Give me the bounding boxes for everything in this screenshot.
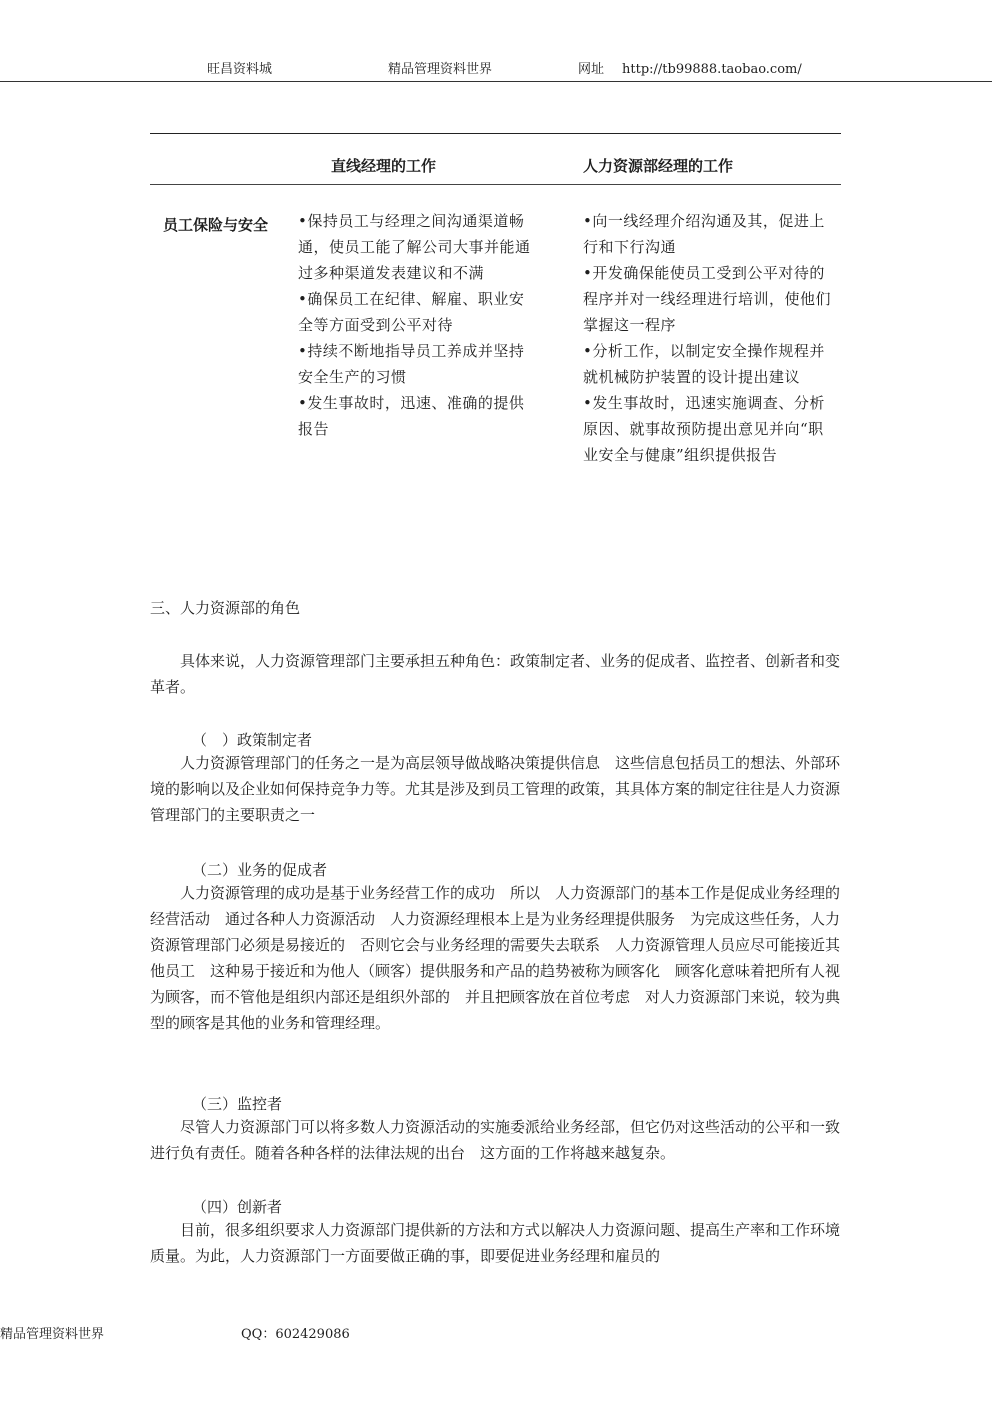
header-url-label: 网址 xyxy=(578,62,605,77)
list-item: •保持员工与经理之间沟通渠道畅通，使员工能了解公司大事并能通过多种渠道发表建议和不满 xyxy=(298,212,531,282)
list-item: •分析工作，以制定安全操作规程并就机械防护装置的设计提出建议 xyxy=(583,342,825,386)
table-header-hr-manager: 人力资源部经理的工作 xyxy=(583,157,734,175)
footer-brand: 精品管理资料世界 xyxy=(0,1327,105,1342)
header-site-name: 旺昌资料城 xyxy=(207,62,273,77)
section-intro xyxy=(150,648,844,700)
line-manager-duties xyxy=(298,208,534,442)
paragraph: 具体来说，人力资源管理部门主要承担五种角色：政策制定者、业务的促成者、监控者、创新者和变革者。 xyxy=(150,652,841,696)
section-title: 三、人力资源部的角色 xyxy=(150,599,301,617)
list-item: •持续不断地指导员工养成并坚持安全生产的习惯 xyxy=(298,342,525,386)
paragraph: 尽管人力资源部门可以将多数人力资源活动的实施委派给业务经部，但它仍对这些活动的公平和一致进行负有责任。随着各种各样的法律法规的出台 这方面的工作将越来越复杂。 xyxy=(150,1118,841,1162)
role-body-innovator xyxy=(150,1217,844,1269)
table-header-line-manager: 直线经理的工作 xyxy=(331,157,437,175)
role-title-monitor: （三）监控者 xyxy=(192,1095,283,1113)
header-url[interactable]: http://tb99888.taobao.com/ xyxy=(622,62,802,77)
header-divider xyxy=(0,81,992,82)
footer-qq: QQ：602429086 xyxy=(241,1327,350,1342)
role-title-policy-maker: （ ）政策制定者 xyxy=(192,731,313,749)
table-header-rule xyxy=(150,184,841,185)
table-top-rule xyxy=(150,133,841,134)
list-item: •确保员工在纪律、解雇、职业安全等方面受到公平对待 xyxy=(298,290,525,334)
list-item: •发生事故时，迅速实施调查、分析原因、就事故预防提出意见并向“职业安全与健康”组织提供报告 xyxy=(583,394,825,464)
paragraph: 人力资源管理的成功是基于业务经营工作的成功 所以 人力资源部门的基本工作是促成业务经理的经营活动 通过各种人力资源活动 人力资源经理根本上是为业务经理提供服务 为完成这些任务，人力资源管理部门必须是易接近的 否则它会与业务经理的需要失去联系 人力资源管理人员应尽可能接近其他员工 这种易于接近和为他人（顾客）提供服务和产品的趋势被称为顾客化 顾客化意味着把所有人视为顾客，而不管他是组织内部还是组织外部的 并且把顾客放在首位考虑 对人力资源部门来说，较为典型的顾客是其他的业务和管理经理。 xyxy=(150,884,841,1032)
paragraph: 目前，很多组织要求人力资源部门提供新的方法和方式以解决人力资源问题、提高生产率和工作环境质量。为此，人力资源部门一方面要做正确的事，即要促进业务经理和雇员的 xyxy=(150,1221,841,1265)
hr-manager-duties xyxy=(583,208,831,468)
role-title-business-enabler: （二）业务的促成者 xyxy=(192,861,328,879)
role-body-policy-maker xyxy=(150,750,844,828)
header-brand: 精品管理资料世界 xyxy=(388,62,493,77)
list-item: •发生事故时，迅速、准确的提供报告 xyxy=(298,394,525,438)
table-row-label: 员工保险与安全 xyxy=(163,216,269,234)
list-item: •向一线经理介绍沟通及其，促进上行和下行沟通 xyxy=(583,212,825,256)
paragraph: 人力资源管理部门的任务之一是为高层领导做战略决策提供信息 这些信息包括员工的想法、外部环境的影响以及企业如何保持竞争力等。尤其是涉及到员工管理的政策，其具体方案的制定往往是人力资源管理部门的主要职责之一 xyxy=(150,754,841,824)
role-title-innovator: （四）创新者 xyxy=(192,1198,283,1216)
list-item: •开发确保能使员工受到公平对待的程序并对一线经理进行培训，使他们掌握这一程序 xyxy=(583,264,832,334)
role-body-business-enabler xyxy=(150,880,844,1036)
role-body-monitor xyxy=(150,1114,844,1166)
